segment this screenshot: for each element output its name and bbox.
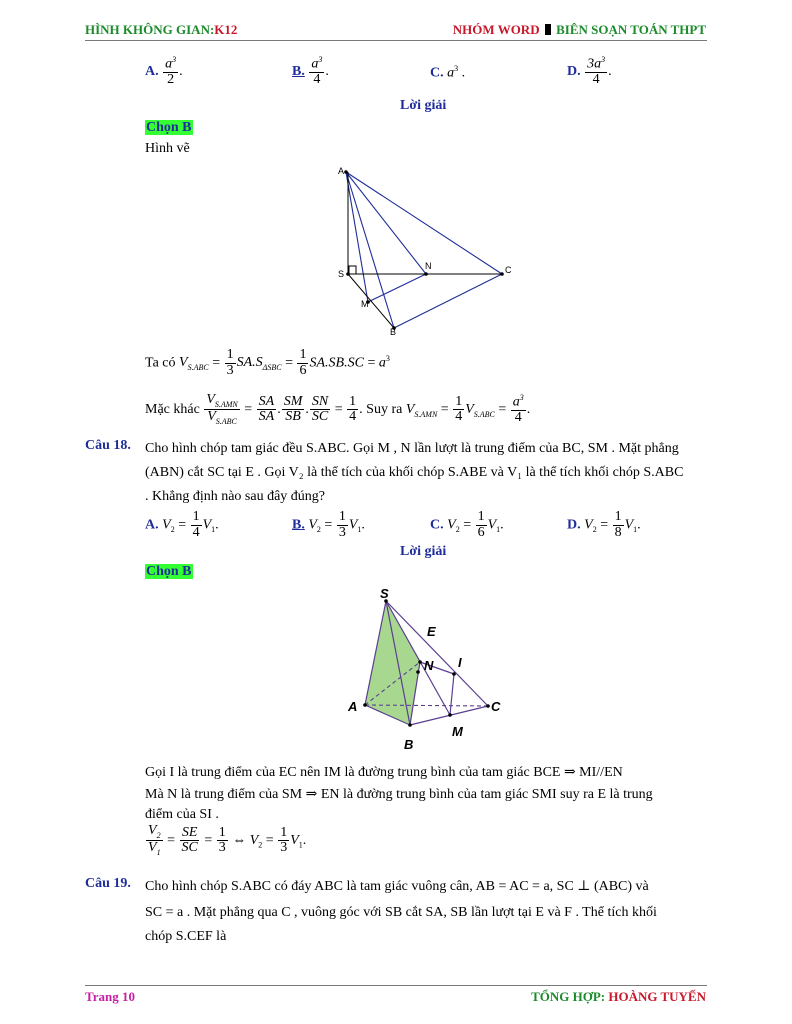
q18-text-1: Cho hình chóp tam giác đều S.ABC. Gọi M , N lần lượt là trung điểm của BC, SM . Mặt phẳng [145, 441, 679, 456]
edge-mn [368, 274, 426, 302]
q17-solution-title: Lời giải [400, 98, 447, 113]
footer-page-number: Trang 10 [85, 989, 135, 1004]
choice-badge: Chọn B [146, 564, 192, 579]
expr: a [447, 65, 455, 81]
q19-text-3: chóp S.CEF là [145, 929, 227, 944]
option-letter: B. [292, 517, 305, 533]
label-b: B [404, 737, 414, 752]
q17-pyramid-figure [330, 160, 520, 338]
num: a [165, 56, 173, 72]
den: 3 [338, 524, 346, 540]
q18-option-d[interactable]: D. $V_2$ = $\frac{1}{8}$ $V_1$. [567, 509, 641, 540]
q18-solution-title: Lời giải [400, 544, 447, 559]
right-angle-mark [349, 266, 356, 274]
exp: 3 [454, 64, 459, 73]
q18-solution-2: Mà N là trung điểm của SM ⇒ EN là đường trung bình của tam giác SMI suy ra E là trung [145, 787, 653, 802]
q17-option-b[interactable]: B. $\frac{a^3}{4}$ . [292, 55, 329, 88]
label-s: S [338, 269, 345, 279]
header-right-group: NHÓM WORD [452, 22, 540, 37]
den: 2 [167, 72, 175, 88]
label-m: M [452, 724, 463, 739]
edge-ac [346, 172, 502, 274]
footer-compiled-label: TỔNG HỢP: [531, 989, 606, 1004]
exp: 3 [318, 55, 323, 64]
option-letter: D. [567, 517, 581, 533]
q18-option-b[interactable]: B. $V_2$ = $\frac{1}{3}$ $V_1$. [292, 509, 365, 540]
option-letter: D. [567, 64, 581, 80]
edge-ab [346, 172, 394, 328]
header-left-title: HÌNH KHÔNG GIAN: [85, 22, 215, 37]
header-left-grade: K12 [214, 22, 238, 37]
exp: 3 [601, 55, 606, 64]
header-right [453, 22, 706, 38]
q18-option-a[interactable]: A. $V_2$ = $\frac{1}{4}$ $V_1$. [145, 509, 219, 540]
den: 6 [477, 524, 485, 540]
mid: . Suy ra [359, 401, 403, 417]
q19-text-1: Cho hình chóp S.ABC có đáy ABC là tam giác vuông cân, AB = AC = a, SC ⊥ (ABC) và [145, 879, 649, 894]
q18-text-2: (ABN) cắt SC tại E . Gọi V₂ là thể tích của khối chóp S.ABE và V₁ là thể tích khối chóp S.ABC [145, 465, 684, 480]
label-s: S [380, 586, 389, 601]
edge-sb [348, 274, 394, 328]
q17-option-c[interactable]: C. $a^3$ . [430, 64, 466, 81]
label-m: M [361, 299, 369, 309]
q18-solution-1: Gọi I là trung điểm của EC nên IM là đường trung bình của tam giác BCE ⇒ MI//EN [145, 765, 623, 780]
q17-option-d[interactable]: D. $\frac{3a^3}{4}$ . [567, 55, 612, 88]
q18-text-3: . Khẳng định nào sau đây đúng? [145, 489, 326, 504]
prefix: Ta có [145, 355, 176, 371]
choice-badge: Chọn B [146, 120, 192, 135]
prefix: Mặc khác [145, 401, 200, 417]
edge-am [346, 172, 368, 302]
q18-label: Câu 18. [85, 438, 131, 453]
q18-solution-3: điểm của SI . [145, 807, 219, 822]
footer-divider [85, 985, 707, 986]
num: 3a [587, 56, 602, 72]
label-a: A [348, 699, 358, 714]
option-letter: B. [292, 64, 305, 80]
q17-option-a[interactable]: A. $\frac{a^3}{2}$ . [145, 55, 183, 88]
den: 4 [592, 72, 600, 88]
den: 8 [614, 524, 622, 540]
label-n: N [424, 658, 434, 673]
header-right-title: BIÊN SOẠN TOÁN THPT [556, 22, 706, 37]
label-c: C [505, 265, 512, 275]
den: 4 [192, 524, 200, 540]
label-i: I [458, 655, 462, 670]
label-e: E [427, 624, 436, 639]
den: 4 [313, 72, 321, 88]
q17-choice [145, 120, 193, 136]
q19-label: Câu 19. [85, 876, 131, 891]
header-divider [85, 40, 707, 41]
label-n: N [425, 261, 432, 271]
option-letter: C. [430, 517, 444, 533]
option-letter: A. [145, 64, 159, 80]
header-left [85, 22, 237, 38]
q18-choice [145, 564, 193, 580]
q17-line-ratio: Mặc khác $\frac{V_{S.AMN}}{V_{S.ABC}}$ = $\frac{SA}{SA}$ . $\frac{SM}{SB}$ . $\frac{SN}{SC}$ = $\frac{1}{4}$ . Suy ra $V_{S.AMN}$ = $\frac{1}{4}$ $V_{S.ABC}$ = $\frac{a^3}{4}$ . [145, 392, 531, 426]
q17-line-volume: Ta có $V_{S.ABC}$ = $\frac{1}{3}$ $SA.S_{\Delta SBC}$ = $\frac{1}{6}$ $SA.SB.SC = a^3$ [145, 347, 390, 378]
exp: 3 [172, 55, 177, 64]
label-c: C [491, 699, 501, 714]
header-square-icon [545, 24, 551, 35]
num: a [311, 56, 319, 72]
option-letter: A. [145, 517, 159, 533]
q18-pyramid-figure [340, 585, 510, 755]
q19-text-2: SC = a . Mặt phẳng qua C , vuông góc với SB cắt SA, SB lần lượt tại E và F . Thể tích khối [145, 905, 657, 920]
q18-option-c[interactable]: C. $V_2$ = $\frac{1}{6}$ $V_1$. [430, 509, 504, 540]
footer-author: HOÀNG TUYẾN [608, 989, 706, 1004]
footer-right [531, 989, 706, 1005]
label-b: B [390, 327, 397, 337]
option-letter: C. [430, 65, 444, 81]
edge-an [346, 172, 426, 274]
q18-solution-ratio: $\frac{V_2}{V_1}$ = $\frac{SE}{SC}$ = $\frac{1}{3}$ ⇔ $V_2$ = $\frac{1}{3}$ $V_1$. [148, 823, 307, 857]
q17-figure-caption: Hình vẽ [145, 141, 190, 156]
label-a: A [338, 166, 345, 176]
